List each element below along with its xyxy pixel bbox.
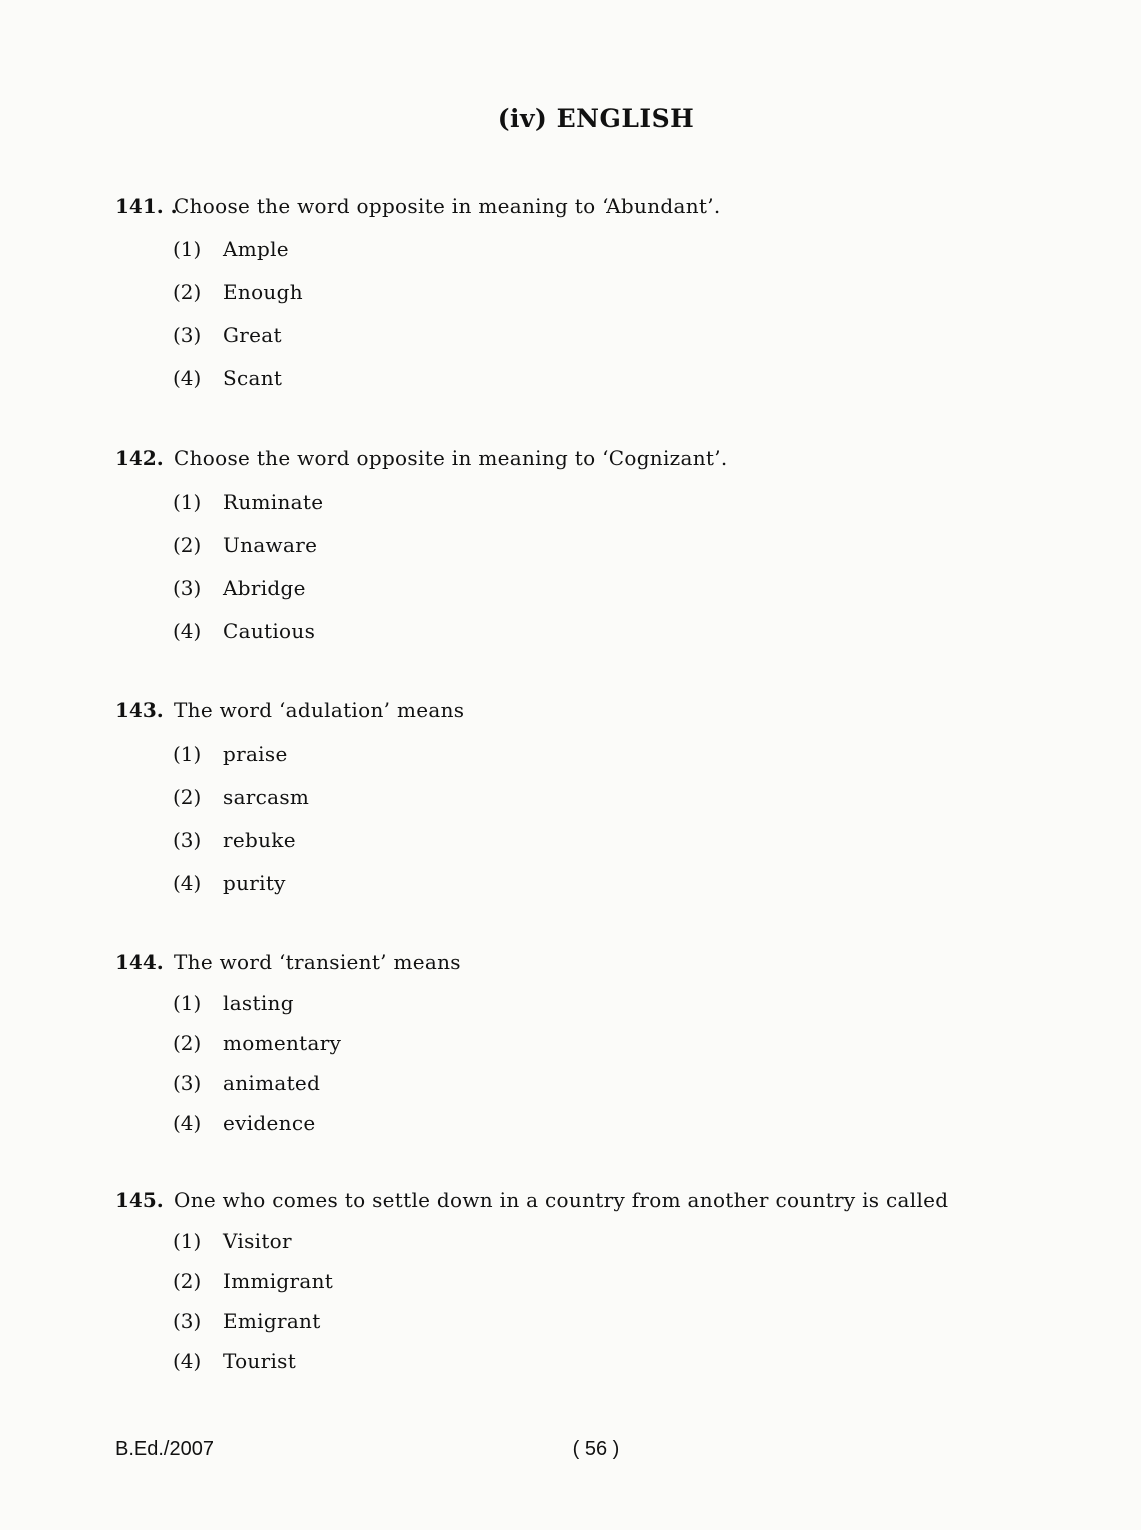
option-text: Tourist — [223, 1349, 297, 1373]
option-label: (1) — [173, 742, 202, 766]
footer-exam-code: B.Ed./2007 — [115, 1438, 214, 1460]
option — [115, 739, 1015, 782]
option-text: Enough — [223, 280, 303, 304]
options-list — [115, 487, 1015, 659]
option — [115, 487, 1015, 530]
option-text: animated — [223, 1071, 321, 1095]
option-label: (2) — [173, 1031, 202, 1055]
question-text: Choose the word opposite in meaning to ‘Cognizant’. — [174, 446, 728, 470]
option-label: (4) — [173, 619, 202, 643]
option-text: Ruminate — [223, 490, 324, 514]
option — [115, 782, 1015, 825]
option-text: evidence — [223, 1111, 316, 1135]
question-145 — [115, 1184, 1015, 1386]
question-line — [115, 1184, 1015, 1216]
option-text: momentary — [223, 1031, 342, 1055]
option-text: Visitor — [223, 1229, 292, 1253]
options-list — [115, 1226, 1015, 1386]
option-text: Unaware — [223, 533, 318, 557]
page-number: ( 56 ) — [572, 1438, 620, 1460]
option — [115, 868, 1015, 911]
option-label: (4) — [173, 1111, 202, 1135]
option-text: Great — [223, 323, 282, 347]
option-text: Immigrant — [223, 1269, 334, 1293]
section-title: (iv) ENGLISH — [497, 104, 695, 133]
option — [115, 1028, 1015, 1068]
option-text: rebuke — [223, 828, 296, 852]
option-text: lasting — [223, 991, 294, 1015]
option — [115, 573, 1015, 616]
question-number: 144. — [115, 950, 164, 974]
option — [115, 363, 1015, 406]
option-text: Emigrant — [223, 1309, 321, 1333]
question-text: One who comes to settle down in a country from another country is called — [174, 1188, 949, 1212]
question-line — [115, 694, 1015, 726]
option-text: purity — [223, 871, 286, 895]
option-label: (3) — [173, 323, 202, 347]
option-label: (2) — [173, 785, 202, 809]
option — [115, 1108, 1015, 1148]
option — [115, 320, 1015, 363]
option-label: (2) — [173, 280, 202, 304]
option-label: (2) — [173, 533, 202, 557]
question-text: The word ‘transient’ means — [174, 950, 461, 974]
option-text: Ample — [223, 237, 289, 261]
option-text: Scant — [223, 366, 283, 390]
option-text: Cautious — [223, 619, 316, 643]
option — [115, 825, 1015, 868]
option-label: (2) — [173, 1269, 202, 1293]
question-144 — [115, 946, 1015, 1148]
option-label: (1) — [173, 490, 202, 514]
option-label: (4) — [173, 871, 202, 895]
option-label: (3) — [173, 828, 202, 852]
option — [115, 1226, 1015, 1266]
question-141 — [115, 190, 1015, 406]
option-label: (3) — [173, 576, 202, 600]
options-list — [115, 988, 1015, 1148]
question-142 — [115, 442, 1015, 659]
option — [115, 1306, 1015, 1346]
options-list — [115, 739, 1015, 911]
option — [115, 530, 1015, 573]
option — [115, 616, 1015, 659]
option-label: (4) — [173, 366, 202, 390]
question-text: Choose the word opposite in meaning to ‘Abundant’. — [174, 194, 721, 218]
option — [115, 988, 1015, 1028]
option-label: (3) — [173, 1071, 202, 1095]
question-text: The word ‘adulation’ means — [174, 698, 465, 722]
option-text: praise — [223, 742, 288, 766]
options-list — [115, 234, 1015, 406]
option — [115, 277, 1015, 320]
question-number: 141. . — [115, 194, 178, 218]
question-number: 142. — [115, 446, 164, 470]
option-text: Abridge — [223, 576, 306, 600]
option — [115, 1346, 1015, 1386]
question-143 — [115, 694, 1015, 911]
option-text: sarcasm — [223, 785, 310, 809]
option — [115, 1266, 1015, 1306]
option-label: (3) — [173, 1309, 202, 1333]
option-label: (1) — [173, 1229, 202, 1253]
option — [115, 1068, 1015, 1108]
question-number: 145. — [115, 1188, 164, 1212]
question-line — [115, 190, 1015, 222]
option-label: (1) — [173, 237, 202, 261]
option-label: (4) — [173, 1349, 202, 1373]
question-line — [115, 946, 1015, 978]
question-number: 143. — [115, 698, 164, 722]
question-line — [115, 442, 1015, 474]
option-label: (1) — [173, 991, 202, 1015]
option — [115, 234, 1015, 277]
